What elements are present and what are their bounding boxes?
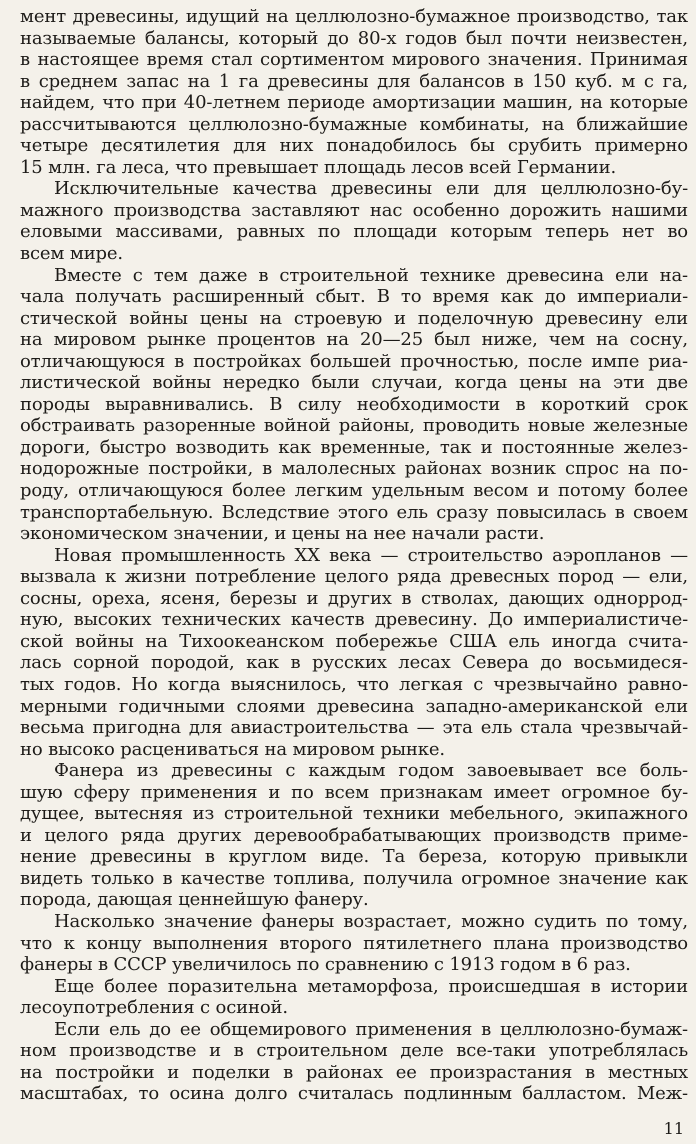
text-line: масштабах, то осина долго считалась подлинным балластом. Меж- [20,1083,688,1105]
text-line: экономическом значении, и цены на нее начали расти. [20,523,545,545]
text-line: стической войны цены на строевую и поделочную древесину ели [20,307,688,329]
body-text [20,6,688,1105]
text-line: и целого ряда других деревообрабатывающих производств приме- [20,824,688,846]
text-line: фанеры в СССР увеличилось по сравнению с 1913 годом в 6 раз. [20,954,631,976]
text-line: всем мире. [20,243,123,265]
text-line: ном производстве и в строительном деле все-таки употреблялась [20,1040,688,1062]
text-line: рассчитываются целлюлозно-бумажные комбинаты, на ближайшие [20,113,688,135]
text-line: роду, отличающуюся более легким удельным весом и потому более [20,480,688,502]
paragraph-first-line: Новая промышленность XX века — строительство аэропланов — [54,544,688,566]
text-line: транспортабельную. Вследствие этого ель сразу повысилась в своем [20,501,688,523]
text-line: порода, дающая ценнейшую фанеру. [20,889,369,911]
text-line: но высоко расцениваться на мировом рынке. [20,738,445,760]
text-line: мерными годичными слоями древесина западно-американской ели [20,695,688,717]
text-line: в настоящее время стал сортиментом мирового значения. Принимая [20,49,688,71]
paragraph-first-line: Исключительные качества древесины ели для целлюлозно-бу- [54,178,688,200]
text-line: нение древесины в круглом виде. Та береза, которую привыкли [20,846,688,868]
paragraph-first-line: Еще более поразительна метаморфоза, происшедшая в истории [54,975,688,997]
text-line: видеть только в качестве топлива, получила огромное значение как [20,867,688,889]
text-line: весьма пригодна для авиастроительства — эта ель стала чрезвычай- [20,717,688,739]
text-line: шую сферу применения и по всем признакам имеет огромное бу- [20,781,688,803]
paragraph-first-line: Если ель до ее общемирового применения в целлюлозно-бумаж- [54,1018,688,1040]
text-line: сосны, ореха, ясеня, березы и других в стволах, дающих одноррод- [20,587,688,609]
text-line: на постройки и поделки в районах ее произрастания в местных [20,1061,688,1083]
text-line: обстраивать разоренные войной районы, проводить новые железные [20,415,688,437]
text-line: лась сорной породой, как в русских лесах Севера до восьмидеся- [20,652,688,674]
text-line: на мировом рынке процентов на 20—25 был ниже, чем на сосну, [20,329,688,351]
text-line: в среднем запас на 1 га древесины для балансов в 150 куб. м с га, [20,70,688,92]
text-line: породы выравнивались. В силу необходимости в короткий срок [20,393,688,415]
text-line: дороги, быстро возводить как временные, так и постоянные желез- [20,436,688,458]
text-line: ную, высоких технических качеств древесину. До империалистиче- [20,609,688,631]
text-line: мент древесины, идущий на целлюлозно-бумажное производство, так [20,6,688,27]
text-line: нодорожные постройки, в малолесных районах возник спрос на по- [20,458,688,480]
text-line: листической войны нередко были случаи, когда цены на эти две [20,372,688,394]
text-line: найдем, что при 40-летнем периоде амортизации машин, на которые [20,92,688,114]
paragraph-first-line: Вместе с тем даже в строительной технике древесина ели на- [54,264,688,286]
paragraph-first-line: Насколько значение фанеры возрастает, можно судить по тому, [54,910,688,932]
text-line: вызвала к жизни потребление целого ряда древесных пород — ели, [20,566,688,588]
text-line: ской войны на Тихоокеанском побережье США ель иногда счита- [20,630,688,652]
text-line: четыре десятилетия для них понадобилось бы срубить примерно [20,135,688,157]
text-line: тых годов. Но когда выяснилось, что легкая с чрезвычайно равно- [20,673,688,695]
text-line: чала получать расширенный сбыт. В то время как до империали- [20,286,688,308]
page-number: 11 [663,1119,684,1138]
text-line: лесоупотребления с осиной. [20,997,288,1019]
text-line: отличающуюся в постройках большей прочностью, после импе риа- [20,350,688,372]
text-line: мажного производства заставляют нас особенно дорожить нашими [20,199,688,221]
text-line: дущее, вытесняя из строительной техники мебельного, экипажного [20,803,688,825]
paragraph-first-line: Фанера из древесины с каждым годом завоевывает все боль- [54,760,688,782]
text-line: 15 млн. га леса, что превышает площадь лесов всей Германии. [20,156,617,178]
text-line: еловыми массивами, равных по площади которым теперь нет во [20,221,688,243]
text-line: что к концу выполнения второго пятилетнего плана производство [20,932,688,954]
text-line: называемые балансы, который до 80-х годов был почти неизвестен, [20,27,688,49]
